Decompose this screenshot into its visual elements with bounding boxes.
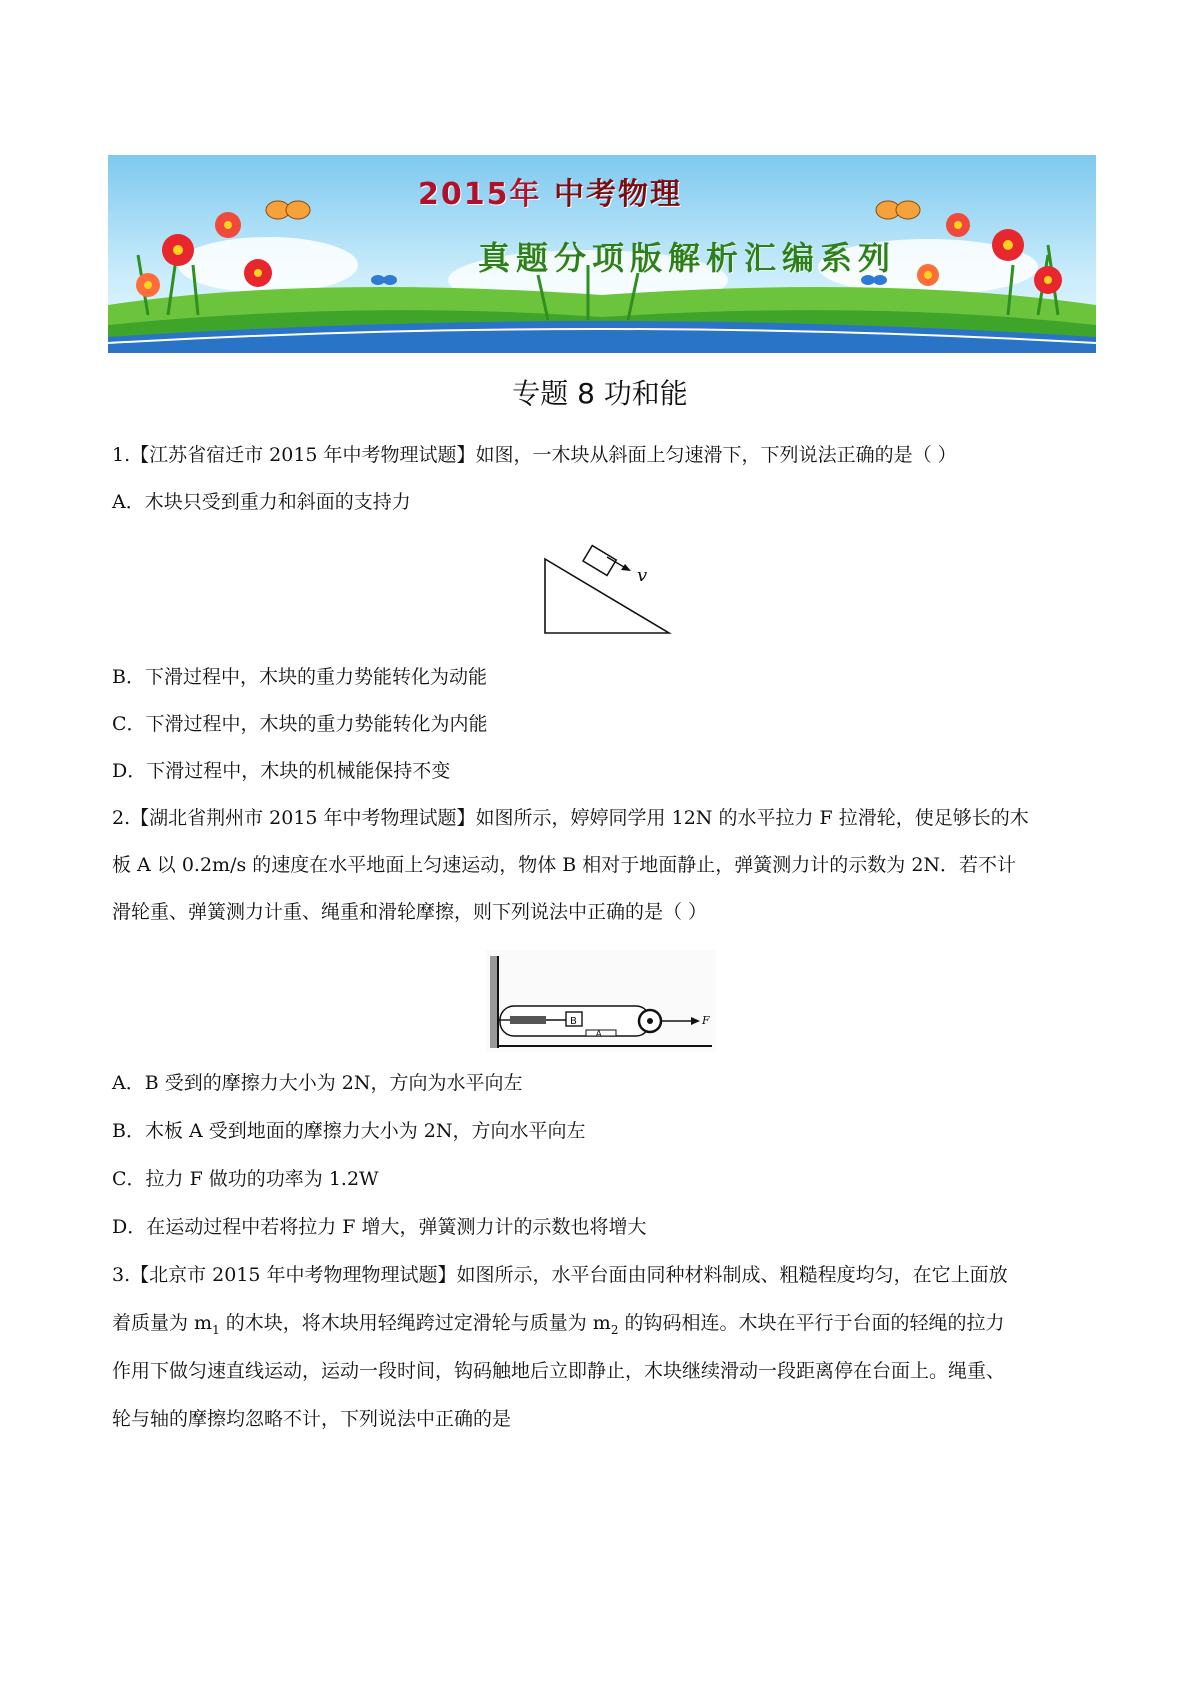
banner-title-rest: 中考物理 (553, 177, 682, 212)
q3-stem-line1: 3.【北京市 2015 年中考物理物理试题】如图所示，水平台面由同种材料制成、粗糙程度均匀，在它上面放 (112, 1264, 1008, 1286)
q3-stem-line4: 轮与轴的摩擦均忽略不计，下列说法中正确的是 (112, 1408, 512, 1430)
banner-subtitle: 真题分项版解析汇编系列 (478, 239, 897, 277)
q3-stem-line3: 作用下做匀速直线运动，运动一段时间，钩码触地后立即静止，木块继续滑动一段距离停在台面上。绳重、 (112, 1360, 1006, 1382)
wooden-block (583, 546, 616, 576)
wall (490, 956, 498, 1048)
q3-subscript-2: 2 (610, 1322, 619, 1337)
q1-stem: 1.【江苏省宿迁市 2015 年中考物理试题】如图，一木块从斜面上匀速滑下，下列说法正确的是（ ） (112, 444, 957, 466)
header-banner (108, 155, 1096, 353)
q2-pulley-figure (486, 950, 716, 1056)
banner-title (418, 169, 682, 213)
q1-option-b: B．下滑过程中，木块的重力势能转化为动能 (112, 666, 487, 688)
q1-option-a: A．木块只受到重力和斜面的支持力 (112, 491, 411, 513)
q2-stem-line2: 板 A 以 0.2m/s 的速度在水平地面上匀速运动，物体 B 相对于地面静止，弹簧测力计的示数为 2N．若不计 (112, 854, 1017, 876)
q3-line2-part1: 着质量为 m (112, 1312, 213, 1334)
velocity-arrowhead (621, 564, 631, 571)
q2-option-a: A．B 受到的摩擦力大小为 2N，方向为水平向左 (112, 1072, 523, 1094)
q3-subscript-1: 1 (212, 1322, 220, 1337)
q2-option-d: D．在运动过程中若将拉力 F 增大，弹簧测力计的示数也将增大 (112, 1216, 647, 1238)
topic-title: 专题 8 功和能 (512, 377, 688, 410)
q2-stem-line3: 滑轮重、弹簧测力计重、绳重和滑轮摩擦，则下列说法中正确的是（ ） (112, 901, 708, 923)
q3-stem-line2 (112, 1310, 1005, 1343)
block-b-label: B (570, 1016, 577, 1027)
q2-option-c: C．拉力 F 做功的功率为 1.2W (112, 1168, 379, 1190)
force-label: F (702, 1014, 710, 1027)
q2-stem-line1: 2.【湖北省荆州市 2015 年中考物理试题】如图所示，婷婷同学用 12N 的水平拉力 F 拉滑轮，使足够长的木 (112, 807, 1029, 829)
q1-option-c: C．下滑过程中，木块的重力势能转化为内能 (112, 713, 488, 735)
banner-title-year: 2015年 (418, 177, 542, 212)
board-a-label: A (596, 1029, 602, 1038)
spring-scale (510, 1016, 546, 1024)
q2-option-b: B．木板 A 受到地面的摩擦力大小为 2N，方向水平向左 (112, 1120, 586, 1142)
q3-line2-part3: 的钩码相连。木块在平行于台面的轻绳的拉力 (618, 1312, 1005, 1334)
q1-incline-figure (537, 533, 677, 645)
q1-option-d: D．下滑过程中，木块的机械能保持不变 (112, 760, 451, 782)
velocity-label: v (637, 565, 648, 586)
q3-line2-part2: 的木块，将木块用轻绳跨过定滑轮与质量为 m (219, 1312, 611, 1334)
